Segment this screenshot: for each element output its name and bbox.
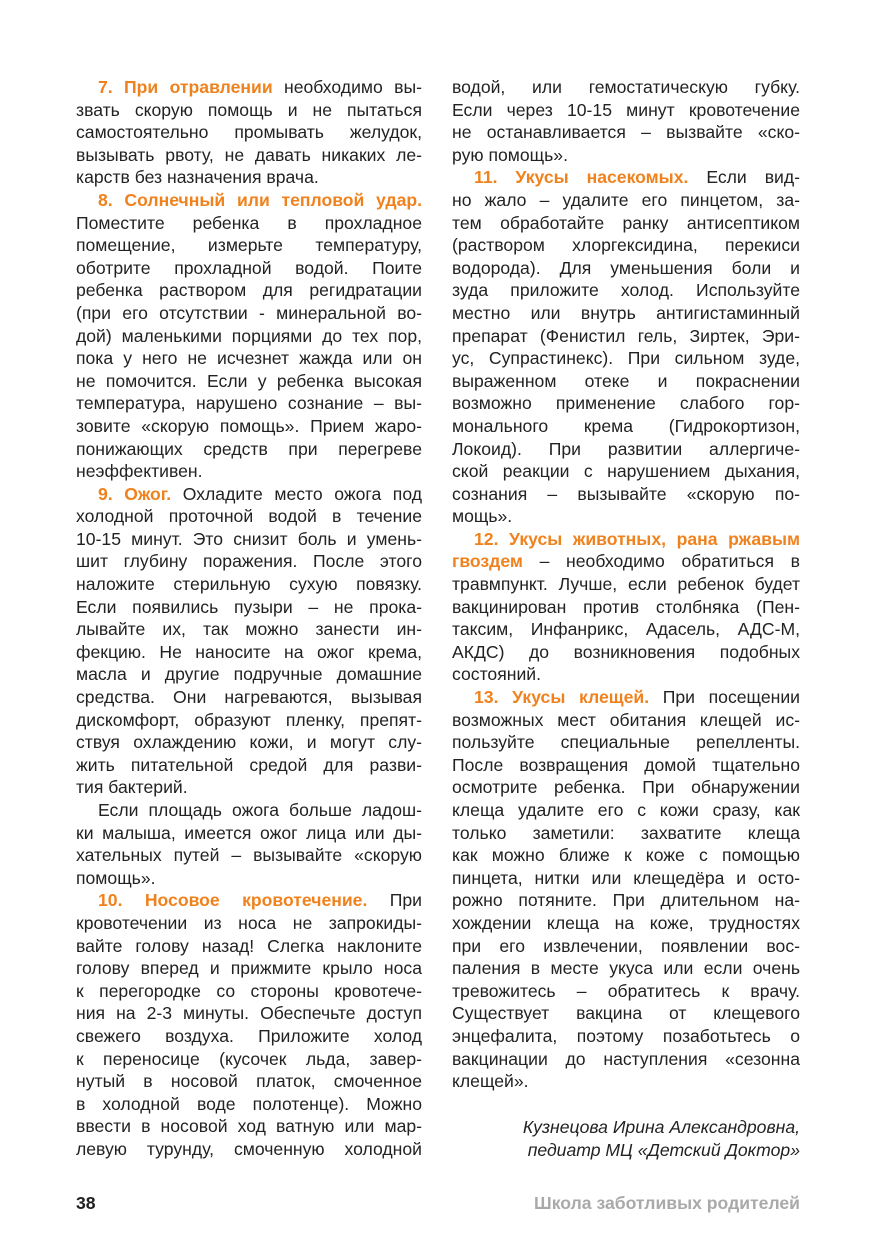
body-text: При bbox=[367, 890, 422, 911]
body-text: водорода). Для уменьшения боли и bbox=[452, 257, 800, 278]
text-line bbox=[452, 1002, 800, 1025]
text-line bbox=[76, 505, 422, 528]
body-text: в холодной воде полотенце). Можно bbox=[76, 1093, 422, 1114]
text-line bbox=[76, 618, 422, 641]
body-text: жить питательной средой для разви- bbox=[76, 754, 422, 775]
text-line bbox=[76, 754, 422, 777]
text-line bbox=[452, 596, 800, 619]
text-line bbox=[452, 212, 800, 235]
body-text: температура, нарушено сознание – вы- bbox=[76, 393, 422, 414]
body-text: к переносице (кусочек льда, завер- bbox=[76, 1048, 422, 1069]
text-line bbox=[452, 279, 800, 302]
text-line bbox=[452, 754, 800, 777]
author-signature bbox=[523, 1116, 800, 1161]
body-text: необходимо вы- bbox=[272, 77, 422, 97]
body-text: сознания – вызывайте «скорую по- bbox=[452, 483, 800, 504]
body-text: энцефалита, поэтому позаботьтесь о bbox=[452, 1025, 800, 1046]
text-line bbox=[452, 844, 800, 867]
body-text: шит глубину поражения. После этого bbox=[76, 551, 422, 572]
body-text: тем обработайте ранку антисептиком bbox=[452, 212, 800, 233]
text-line bbox=[76, 234, 422, 257]
body-text: вакцинирован против столбняка (Пен- bbox=[452, 596, 800, 617]
body-text: не помочится. Если у ребенка высокая bbox=[76, 370, 422, 391]
text-line bbox=[76, 686, 422, 709]
text-line bbox=[452, 1048, 800, 1071]
text-line bbox=[76, 144, 422, 167]
text-line bbox=[452, 889, 800, 912]
text-line bbox=[452, 641, 800, 664]
body-text: (при его отсутствии - минеральной во- bbox=[76, 302, 422, 323]
body-text: не останавливается – вызвайте «ско- bbox=[452, 122, 800, 143]
body-text: хождении клеща на коже, трудностях bbox=[452, 912, 800, 933]
text-line bbox=[452, 505, 800, 528]
body-text: Локоид). При развитии аллергиче- bbox=[452, 438, 800, 459]
author-name: Кузнецова Ирина Александровна, bbox=[522, 1117, 800, 1137]
body-text: таксим, Инфанрикс, Адасель, АДС-М, bbox=[452, 619, 800, 640]
text-line bbox=[452, 957, 800, 980]
text-line bbox=[76, 596, 422, 619]
body-text: свежего воздуха. Приложите холод bbox=[76, 1025, 422, 1046]
text-line bbox=[452, 550, 800, 573]
body-text: Если площадь ожога больше ладош- bbox=[98, 800, 422, 820]
text-line bbox=[452, 99, 800, 122]
text-line bbox=[76, 415, 422, 438]
body-text: фекцию. Не наносите на ожог крема, bbox=[76, 641, 422, 662]
body-text: После возвращения домой тщательно bbox=[452, 754, 800, 775]
body-text: масла и другие подручные домашние bbox=[76, 664, 422, 685]
body-text: как можно ближе к коже с помощью bbox=[452, 845, 800, 866]
body-text: помощь». bbox=[76, 867, 156, 888]
body-text: При посещении bbox=[649, 687, 800, 708]
body-text: возможных мест обитания клещей ис- bbox=[452, 709, 800, 730]
text-line bbox=[452, 392, 800, 415]
text-line bbox=[76, 121, 422, 144]
body-text: понижающих средств при перегреве bbox=[76, 438, 422, 459]
left-column bbox=[76, 76, 422, 1161]
body-text: осмотрите ребенка. При обнаружении bbox=[452, 777, 800, 798]
text-line bbox=[452, 1070, 800, 1093]
text-line bbox=[76, 912, 422, 935]
body-text: самостоятельно промывать желудок, bbox=[76, 122, 422, 143]
text-line bbox=[76, 189, 422, 212]
body-text: паления в месте укуса или если очень bbox=[452, 958, 800, 979]
body-text: (раствором хлоргексидина, перекиси bbox=[452, 235, 800, 256]
text-line bbox=[76, 731, 422, 754]
text-line bbox=[452, 1025, 800, 1048]
body-text: зовите «скорую помощь». Прием жаро- bbox=[76, 415, 422, 436]
body-text: пинцета, нитки или клещедёра и осто- bbox=[452, 867, 800, 888]
text-line bbox=[452, 935, 800, 958]
body-text: клещей». bbox=[452, 1071, 529, 1092]
body-text: тревожитесь – обратитесь к врачу. bbox=[452, 980, 800, 1001]
text-line bbox=[76, 550, 422, 573]
body-text: Существует вакцина от клещевого bbox=[452, 1003, 800, 1024]
body-text: но жало – удалите его пинцетом, за- bbox=[452, 189, 800, 210]
body-text: водой, или гемостатическую губку. bbox=[452, 77, 800, 97]
text-line bbox=[76, 799, 422, 822]
section-heading: 8. Солнечный или тепловой удар. bbox=[98, 189, 422, 210]
text-line bbox=[452, 980, 800, 1003]
text-line bbox=[76, 889, 422, 912]
text-line bbox=[76, 1093, 422, 1116]
body-text: Охладите место ожога под bbox=[171, 483, 422, 504]
body-text: лывайте их, так можно занести ин- bbox=[76, 619, 422, 640]
text-line bbox=[76, 709, 422, 732]
body-text: голову вперед и прижмите крыло носа bbox=[76, 958, 422, 979]
body-text: Если вид- bbox=[688, 167, 800, 188]
body-text: вакцинации до наступления «сезонна bbox=[452, 1048, 800, 1069]
body-text: ствуя охлаждению кожи, и могут слу- bbox=[76, 732, 422, 753]
text-line bbox=[452, 302, 800, 325]
body-text: средства. Они нагреваются, вызывая bbox=[76, 687, 422, 708]
text-line bbox=[76, 1025, 422, 1048]
text-line bbox=[76, 1070, 422, 1093]
text-line bbox=[76, 573, 422, 596]
text-line bbox=[76, 822, 422, 845]
body-text: кровотечении из носа не запрокиды- bbox=[76, 912, 422, 933]
section-heading: 11. Укусы насекомых. bbox=[474, 167, 689, 188]
body-text: холодной проточной водой в течение bbox=[76, 506, 422, 527]
body-text: ния на 2-3 минуты. Обеспечьте доступ bbox=[76, 1003, 422, 1024]
text-line bbox=[76, 347, 422, 370]
body-text: левую турунду, смоченную холодной bbox=[76, 1138, 422, 1159]
body-text: тия бактерий. bbox=[76, 777, 188, 798]
body-text: клеща удалите его с кожи сразу, как bbox=[452, 800, 800, 820]
text-line bbox=[452, 76, 800, 99]
body-text: препарат (Фенистил гель, Зиртек, Эри- bbox=[452, 325, 800, 346]
text-line bbox=[452, 415, 800, 438]
text-line bbox=[452, 799, 800, 822]
body-text: к перегородке со стороны кровотече- bbox=[76, 980, 422, 1001]
body-text: звать скорую помощь и не пытаться bbox=[76, 99, 422, 120]
text-line bbox=[76, 257, 422, 280]
section-heading: гвоздем bbox=[452, 551, 523, 572]
body-text: ки малыша, имеется ожог лица или ды- bbox=[76, 822, 422, 843]
text-line bbox=[452, 731, 800, 754]
body-text: Поместите ребенка в прохладное bbox=[76, 212, 422, 233]
text-line bbox=[76, 99, 422, 122]
page-number: 38 bbox=[76, 1193, 96, 1213]
text-line bbox=[452, 370, 800, 393]
body-text: пока у него не исчезнет жажда или он bbox=[76, 348, 422, 369]
body-text: – необходимо обратиться в bbox=[522, 551, 800, 572]
text-line bbox=[452, 663, 800, 686]
body-text: неэффективен. bbox=[76, 461, 203, 482]
text-line bbox=[452, 189, 800, 212]
body-text: вайте голову назад! Слегка наклоните bbox=[76, 935, 422, 956]
text-line bbox=[452, 867, 800, 890]
text-line bbox=[76, 279, 422, 302]
section-heading: 7. При отравлении bbox=[98, 77, 273, 97]
body-text: 10-15 минут. Это снизит боль и умень- bbox=[76, 528, 422, 549]
body-text: местно или внутрь антигистаминный bbox=[452, 302, 800, 323]
text-line bbox=[76, 663, 422, 686]
body-text: вызывать рвоту, не давать никаких ле- bbox=[76, 144, 422, 165]
text-line bbox=[452, 460, 800, 483]
text-line bbox=[452, 121, 800, 144]
body-text: мощь». bbox=[452, 506, 513, 527]
body-text: ус, Супрастинекс). При сильном зуде, bbox=[452, 348, 800, 369]
body-text: нутый в носовой платок, смоченное bbox=[76, 1071, 422, 1092]
text-line bbox=[76, 980, 422, 1003]
text-line bbox=[76, 392, 422, 415]
text-line bbox=[76, 460, 422, 483]
text-line bbox=[452, 438, 800, 461]
text-line bbox=[452, 234, 800, 257]
body-text: ребенка раствором для регидратации bbox=[76, 280, 422, 301]
text-line bbox=[76, 166, 422, 189]
text-line bbox=[452, 573, 800, 596]
body-text: дой) маленькими порциями до тех пор, bbox=[76, 325, 422, 346]
body-text: монального крема (Гидрокортизон, bbox=[452, 415, 800, 436]
body-text: ской реакции с нарушением дыхания, bbox=[452, 461, 800, 482]
text-line bbox=[76, 867, 422, 890]
body-text: АКДС) до возникновения подобных bbox=[452, 641, 800, 662]
text-line bbox=[76, 844, 422, 867]
body-text: Если через 10-15 минут кровотечение bbox=[452, 99, 800, 120]
text-line bbox=[76, 935, 422, 958]
text-line bbox=[76, 325, 422, 348]
right-column bbox=[452, 76, 800, 1093]
text-line bbox=[452, 144, 800, 167]
text-line bbox=[452, 257, 800, 280]
text-line bbox=[76, 370, 422, 393]
section-heading: 10. Носовое кровотечение. bbox=[98, 890, 368, 911]
section-heading: 12. Укусы животных, рана ржавым bbox=[474, 528, 800, 549]
text-line bbox=[76, 302, 422, 325]
text-line bbox=[452, 618, 800, 641]
text-line bbox=[76, 1048, 422, 1071]
text-line bbox=[452, 166, 800, 189]
body-text: пользуйте специальные репелленты. bbox=[452, 732, 800, 753]
body-text: дискомфорт, образуют пленку, препят- bbox=[76, 709, 422, 730]
body-text: карств без назначения врача. bbox=[76, 167, 319, 188]
text-line bbox=[452, 483, 800, 506]
body-text: наложите стерильную сухую повязку. bbox=[76, 574, 422, 595]
text-line bbox=[76, 957, 422, 980]
text-line bbox=[76, 776, 422, 799]
text-line bbox=[76, 438, 422, 461]
body-text: зуда приложите холод. Используйте bbox=[452, 280, 800, 301]
body-text: возможно применение слабого гор- bbox=[452, 393, 800, 414]
text-line bbox=[76, 212, 422, 235]
body-text: рую помощь». bbox=[452, 144, 568, 165]
body-text: состояний. bbox=[452, 664, 542, 685]
text-line bbox=[452, 686, 800, 709]
publication-title: Школа заботливых родителей bbox=[534, 1193, 800, 1213]
text-line bbox=[452, 822, 800, 845]
text-line bbox=[452, 776, 800, 799]
section-heading: 9. Ожог. bbox=[98, 483, 172, 504]
text-line bbox=[452, 325, 800, 348]
text-line bbox=[76, 1115, 422, 1138]
body-text: ввести в носовой ход ватную или мар- bbox=[76, 1116, 422, 1137]
body-text: рожно потяните. При длительном на- bbox=[452, 890, 800, 911]
body-text: выраженном отеке и покраснении bbox=[452, 370, 800, 391]
author-position: педиатр МЦ «Детский Доктор» bbox=[527, 1139, 800, 1160]
text-line bbox=[452, 912, 800, 935]
text-line bbox=[76, 1138, 422, 1161]
text-line bbox=[452, 709, 800, 732]
body-text: травмпункт. Лучше, если ребенок будет bbox=[452, 574, 800, 595]
body-text: хательных путей – вызывайте «скорую bbox=[76, 845, 422, 866]
text-line bbox=[76, 641, 422, 664]
body-text: Если появились пузыри – не прока- bbox=[76, 596, 422, 617]
text-line bbox=[76, 483, 422, 506]
text-line bbox=[452, 347, 800, 370]
body-text: помещение, измерьте температуру, bbox=[76, 235, 422, 256]
body-text: при его извлечении, появлении вос- bbox=[452, 935, 800, 956]
text-line bbox=[76, 1002, 422, 1025]
text-line bbox=[76, 76, 422, 99]
text-line bbox=[452, 528, 800, 551]
text-line bbox=[76, 528, 422, 551]
body-text: только заметили: захватите клеща bbox=[452, 822, 800, 843]
body-text: оботрите прохладной водой. Поите bbox=[76, 257, 422, 278]
section-heading: 13. Укусы клещей. bbox=[474, 687, 650, 708]
